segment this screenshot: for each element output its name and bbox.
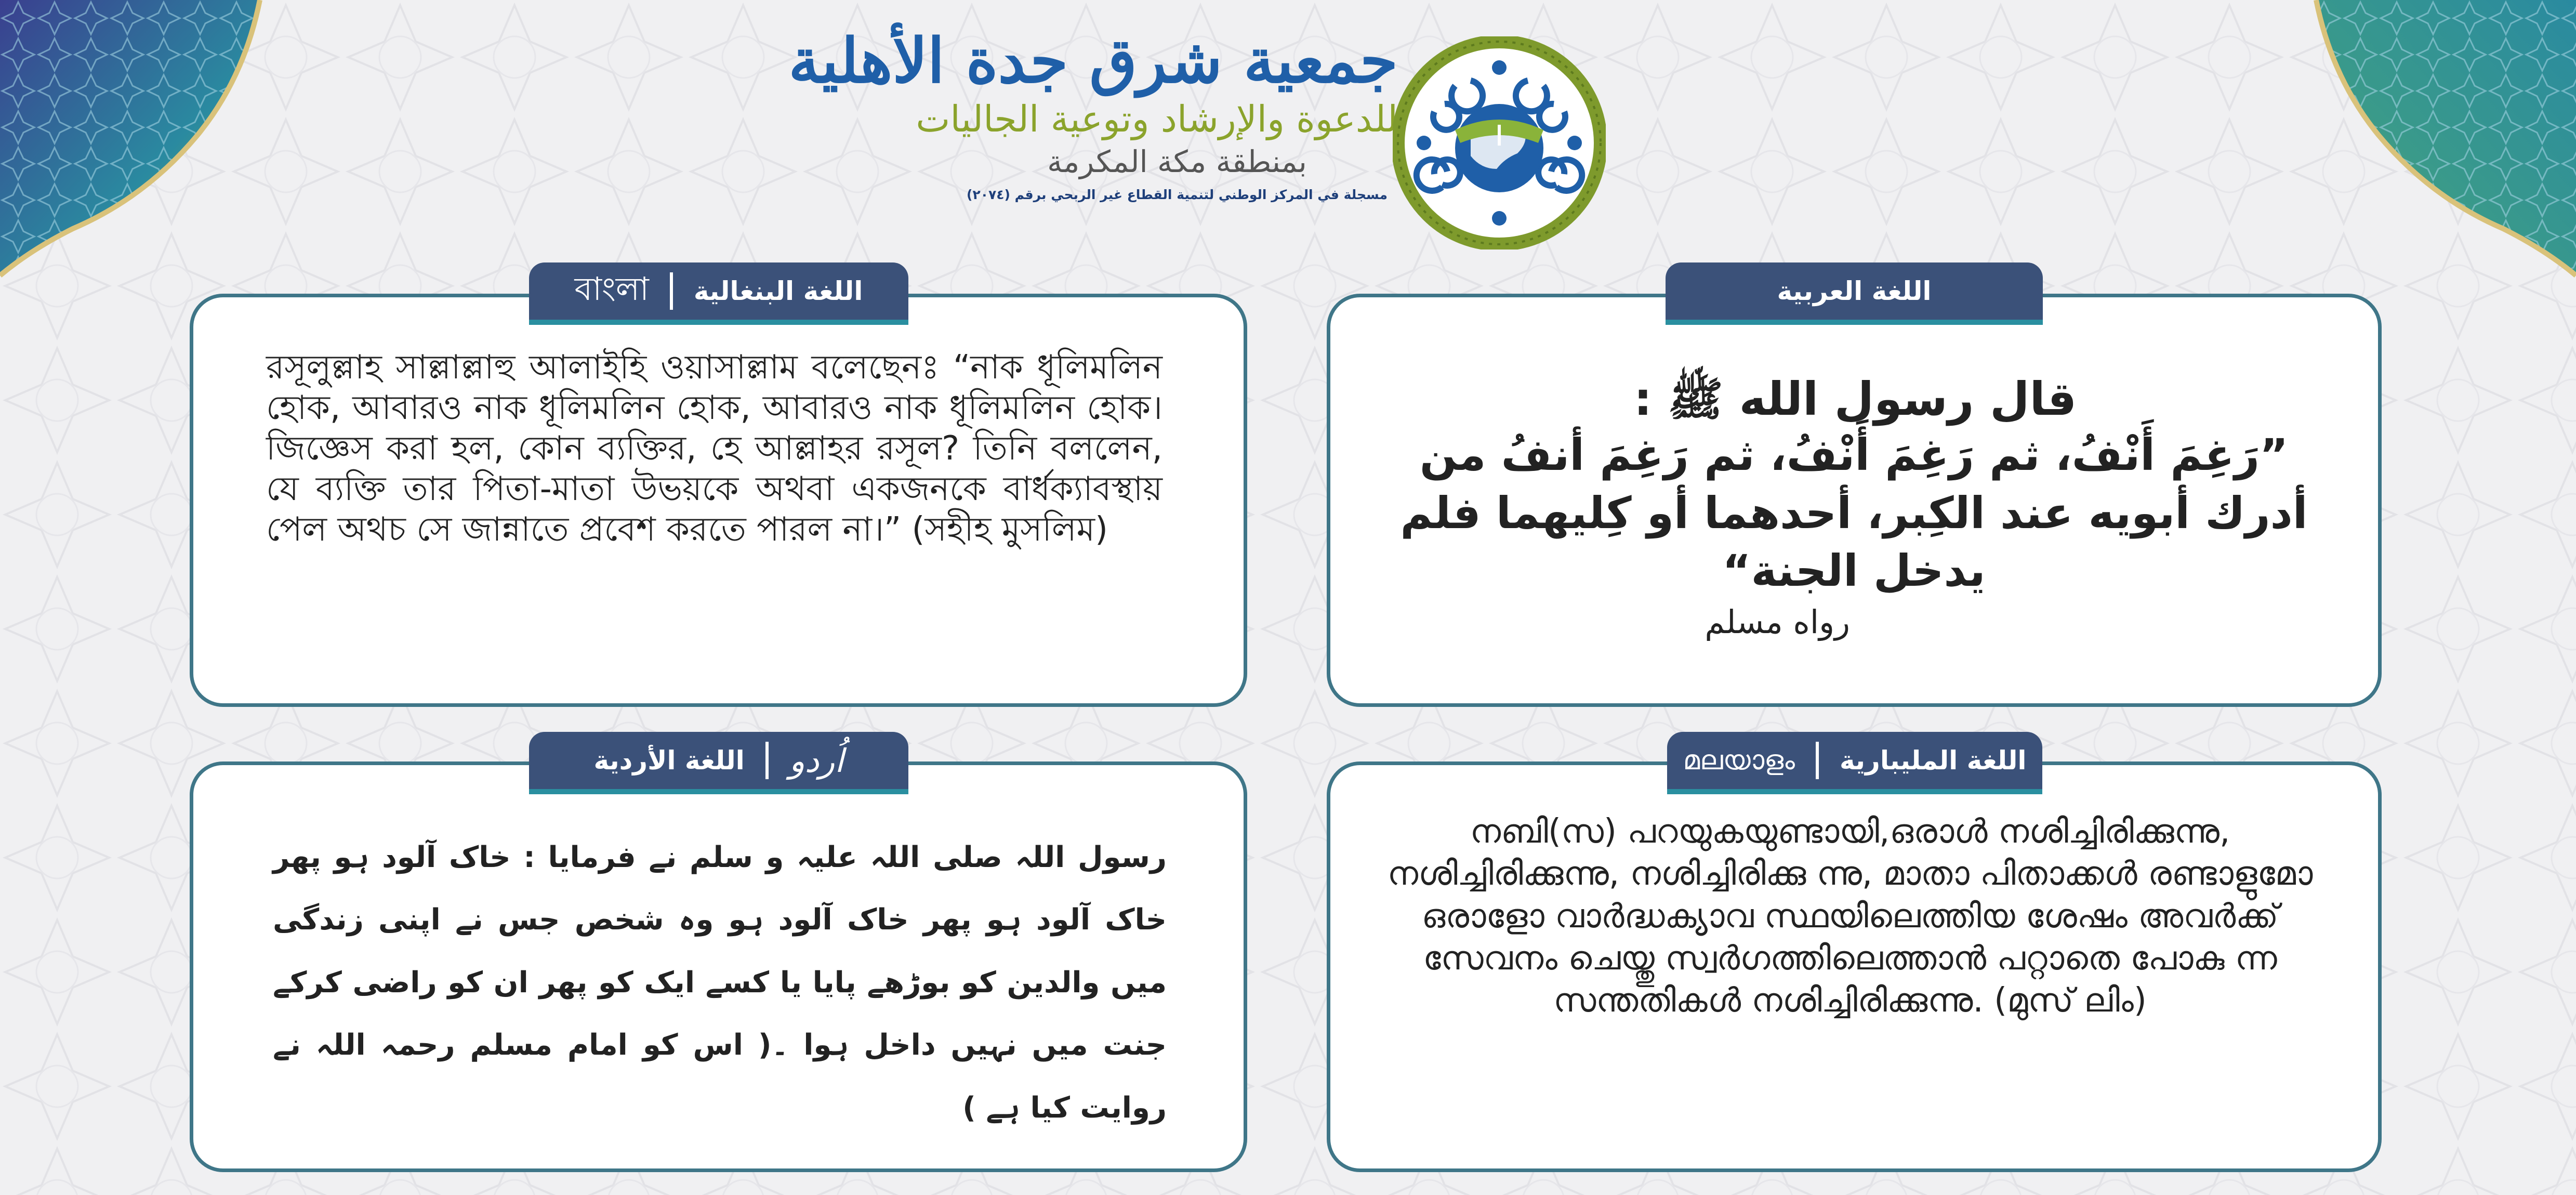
tab-urdu bbox=[529, 732, 908, 794]
org-name: جمعية شرق جدة الأهلية bbox=[788, 24, 1398, 97]
tab-bengali-arabic-label: اللغة البنغالية bbox=[693, 276, 863, 306]
tab-separator bbox=[670, 272, 673, 310]
arabic-title: قال رسول الله ﷺ : bbox=[1633, 372, 2077, 426]
arabic-body: ”رَغِمَ أَنْفُ، ثم رَغِمَ أَنْفُ، ثم رَغِمَ أنفُ من أدرك أبويه عند الكِبر، أحدهما أو كِليهما فلم يدخل الجنة“ bbox=[1400, 429, 2308, 597]
tab-arabic-label: اللغة العربية bbox=[1777, 276, 1932, 306]
tab-malayalam bbox=[1667, 732, 2042, 794]
globe-emblem-icon bbox=[1393, 36, 1606, 249]
malayalam-body: നബി(സ) പറയുകയുണ്ടായി,ഒരാൾ നശിച്ചിരിക്കുന്നു, നശിച്ചിരിക്കുന്നു, നശിച്ചിരിക്കു ന്നു, മാതാ പിതാക്കൾ രണ്ടാളുമോ ഒരാളോ വാർദ്ധക്യാവ സ്ഥയിലെത്തിയ ശേഷം അവർക്ക് സേവനം ചെയ്തു സ്വർഗത്തിലെത്താൻ പറ്റാതെ പോകു ന്ന സന്തതികൾ നശിച്ചിരിക്കുന്നു. (മുസ് ലിം) bbox=[1387, 812, 2313, 1020]
tab-separator bbox=[1816, 742, 1819, 779]
tab-bengali bbox=[529, 262, 908, 325]
tab-malayalam-arabic-label: اللغة المليبارية bbox=[1839, 745, 2027, 776]
tab-arabic bbox=[1666, 262, 2043, 325]
urdu-body: رسول اللہ صلی اللہ علیہ و سلم نے فرمایا : خاک آلود ہو پھر خاک آلود ہو پھر خاک آلود ہو وہ شخص جس نے اپنی زندگی میں والدین کو بوڑھے پایا یا کسے ایک کو پھر ان کو راضی کرکے جنت میں نہیں داخل ہوا ۔( اس کو امام مسلم رحمہ اللہ نے روایت کیا ہے ) bbox=[273, 841, 1167, 1125]
org-subtitle: للدعوة والإرشاد وتوعية الجاليات bbox=[916, 97, 1398, 140]
tab-separator bbox=[765, 742, 769, 779]
org-region: بمنطقة مكة المكرمة bbox=[1047, 143, 1307, 179]
tab-bengali-native-label: বাংলা bbox=[574, 269, 649, 308]
tab-urdu-arabic-label: اللغة الأردية bbox=[593, 745, 745, 776]
corner-ornament-left bbox=[0, 0, 270, 281]
org-registration: مسجلة في المركز الوطني لتنمية القطاع غير الربحي برقم (٢٠٧٤) bbox=[967, 187, 1388, 203]
arabic-citation: رواه مسلم bbox=[1705, 603, 1850, 641]
corner-ornament-right bbox=[2306, 0, 2576, 281]
tab-malayalam-native-label: മലയാളം bbox=[1683, 744, 1795, 776]
organization-logo-text bbox=[788, 24, 1398, 247]
tab-urdu-native-label: اُردو bbox=[789, 741, 844, 780]
bengali-body: রসূলুল্লাহ সাল্লাল্লাহু আলাইহি ওয়াসাল্লাম বলেছেনঃ “নাক ধূলিমলিন হোক, আবারও নাক ধূলিমলিন হোক, আবারও নাক ধূলিমলিন হোক। জিজ্ঞেস করা হল, কোন ব্যক্তির, হে আল্লাহর রসূল? তিনি বললেন, যে ব্যক্তি তার পিতা-মাতা উভয়কে অথবা একজনকে বার্ধক্যাবস্থায় পেল অথচ সে জান্নাতে প্রবেশ করতে পারল না।” (সহীহ মুসলিম) bbox=[266, 348, 1162, 549]
